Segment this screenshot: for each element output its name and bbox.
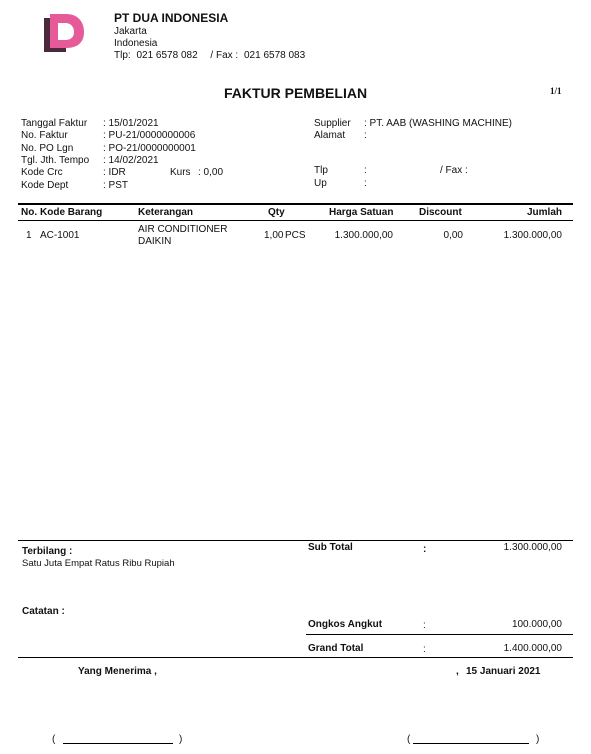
supplier-tlp-value: : xyxy=(364,165,367,176)
ongkos-colon: : xyxy=(423,620,426,631)
company-phone-line xyxy=(114,50,305,61)
info-faktur-label: No. Faktur xyxy=(21,130,68,141)
row-no: 1 xyxy=(26,230,32,241)
col-header-discount: Discount xyxy=(419,207,462,218)
supplier-label: Supplier xyxy=(314,118,351,129)
row-keterangan-line1: AIR CONDITIONER xyxy=(138,224,228,235)
info-tempo-label: Tgl. Jth. Tempo xyxy=(21,155,90,166)
row-unit: PCS xyxy=(285,230,306,241)
ongkos-rule xyxy=(306,634,573,635)
kurs-label: Kurs xyxy=(170,167,191,178)
company-city: Jakarta xyxy=(114,26,147,37)
supplier-value: : PT. AAB (WASHING MACHINE) xyxy=(364,118,512,129)
penerima-label: Yang Menerima , xyxy=(78,666,157,677)
sign-right-line xyxy=(413,743,529,744)
up-value: : xyxy=(364,178,367,189)
col-header-qty: Qty xyxy=(268,207,285,218)
date-prefix: , xyxy=(456,666,459,677)
row-keterangan-line2: DAIKIN xyxy=(138,236,172,247)
grand-total-colon: : xyxy=(423,644,426,655)
terbilang-value: Satu Juta Empat Ratus Ribu Rupiah xyxy=(22,558,175,569)
info-tempo-value: : 14/02/2021 xyxy=(103,155,159,166)
doc-title: FAKTUR PEMBELIAN xyxy=(223,85,368,101)
row-harga: 1.300.000,00 xyxy=(334,230,393,241)
logo-d-hole xyxy=(58,23,74,40)
kurs-value: : 0,00 xyxy=(198,167,224,178)
col-header-no: No. xyxy=(21,207,38,218)
subtotal-value: 1.300.000,00 xyxy=(503,542,562,553)
info-po-value: : PO-21/0000000001 xyxy=(103,143,196,154)
row-kode: AC-1001 xyxy=(40,230,80,241)
alamat-value: : xyxy=(364,130,367,141)
page-number: 1/1 xyxy=(550,86,562,96)
table-top-rule xyxy=(18,203,573,205)
company-country: Indonesia xyxy=(114,38,158,49)
company-fax: 021 6578 083 xyxy=(243,50,306,61)
info-dept-label: Kode Dept xyxy=(21,180,69,191)
grand-total-label: Grand Total xyxy=(308,643,364,654)
sign-left-close: ) xyxy=(179,734,183,745)
supplier-fax-label: / Fax : xyxy=(440,165,468,176)
signature-date: 15 Januari 2021 xyxy=(466,666,541,677)
footer-bottom-rule xyxy=(18,657,573,658)
col-header-harga: Harga Satuan xyxy=(329,207,394,218)
info-crc-value: : IDR xyxy=(103,167,126,178)
row-qty: 1,00 xyxy=(264,230,284,241)
up-label: Up xyxy=(314,178,327,189)
footer-top-rule xyxy=(18,540,573,541)
info-po-label: No. PO Lgn xyxy=(21,143,74,154)
col-header-keterangan: Keterangan xyxy=(138,207,194,218)
sign-right-close: ) xyxy=(536,734,540,745)
row-jumlah: 1.300.000,00 xyxy=(503,230,562,241)
alamat-label: Alamat xyxy=(314,130,346,141)
company-logo xyxy=(44,14,84,54)
company-tlp: 021 6578 082 xyxy=(136,50,198,61)
ongkos-label: Ongkos Angkut xyxy=(308,619,383,630)
grand-total-value: 1.400.000,00 xyxy=(503,643,562,654)
info-faktur-value: : PU-21/0000000006 xyxy=(103,130,196,141)
catatan-label: Catatan : xyxy=(22,606,65,617)
info-crc-label: Kode Crc xyxy=(21,167,63,178)
company-fax-label: / Fax : xyxy=(210,50,239,61)
supplier-tlp-label: Tlp xyxy=(314,165,328,176)
company-tlp-label: Tlp: xyxy=(114,50,131,61)
sign-left-line xyxy=(63,743,173,744)
subtotal-label: Sub Total xyxy=(308,542,353,553)
col-header-jumlah: Jumlah xyxy=(526,207,562,218)
sign-right-open: ( xyxy=(407,734,411,745)
col-header-kode: Kode Barang xyxy=(40,207,103,218)
subtotal-colon: : xyxy=(423,544,427,555)
terbilang-label: Terbilang : xyxy=(22,546,73,557)
ongkos-value: 100.000,00 xyxy=(511,619,562,630)
company-name: PT DUA INDONESIA xyxy=(114,11,229,25)
row-discount: 0,00 xyxy=(443,230,463,241)
info-tanggal-label: Tanggal Faktur xyxy=(21,118,88,129)
sign-left-open: ( xyxy=(52,734,56,745)
info-dept-value: : PST xyxy=(103,180,129,191)
table-header-rule xyxy=(18,220,573,221)
info-tanggal-value: : 15/01/2021 xyxy=(103,118,159,129)
